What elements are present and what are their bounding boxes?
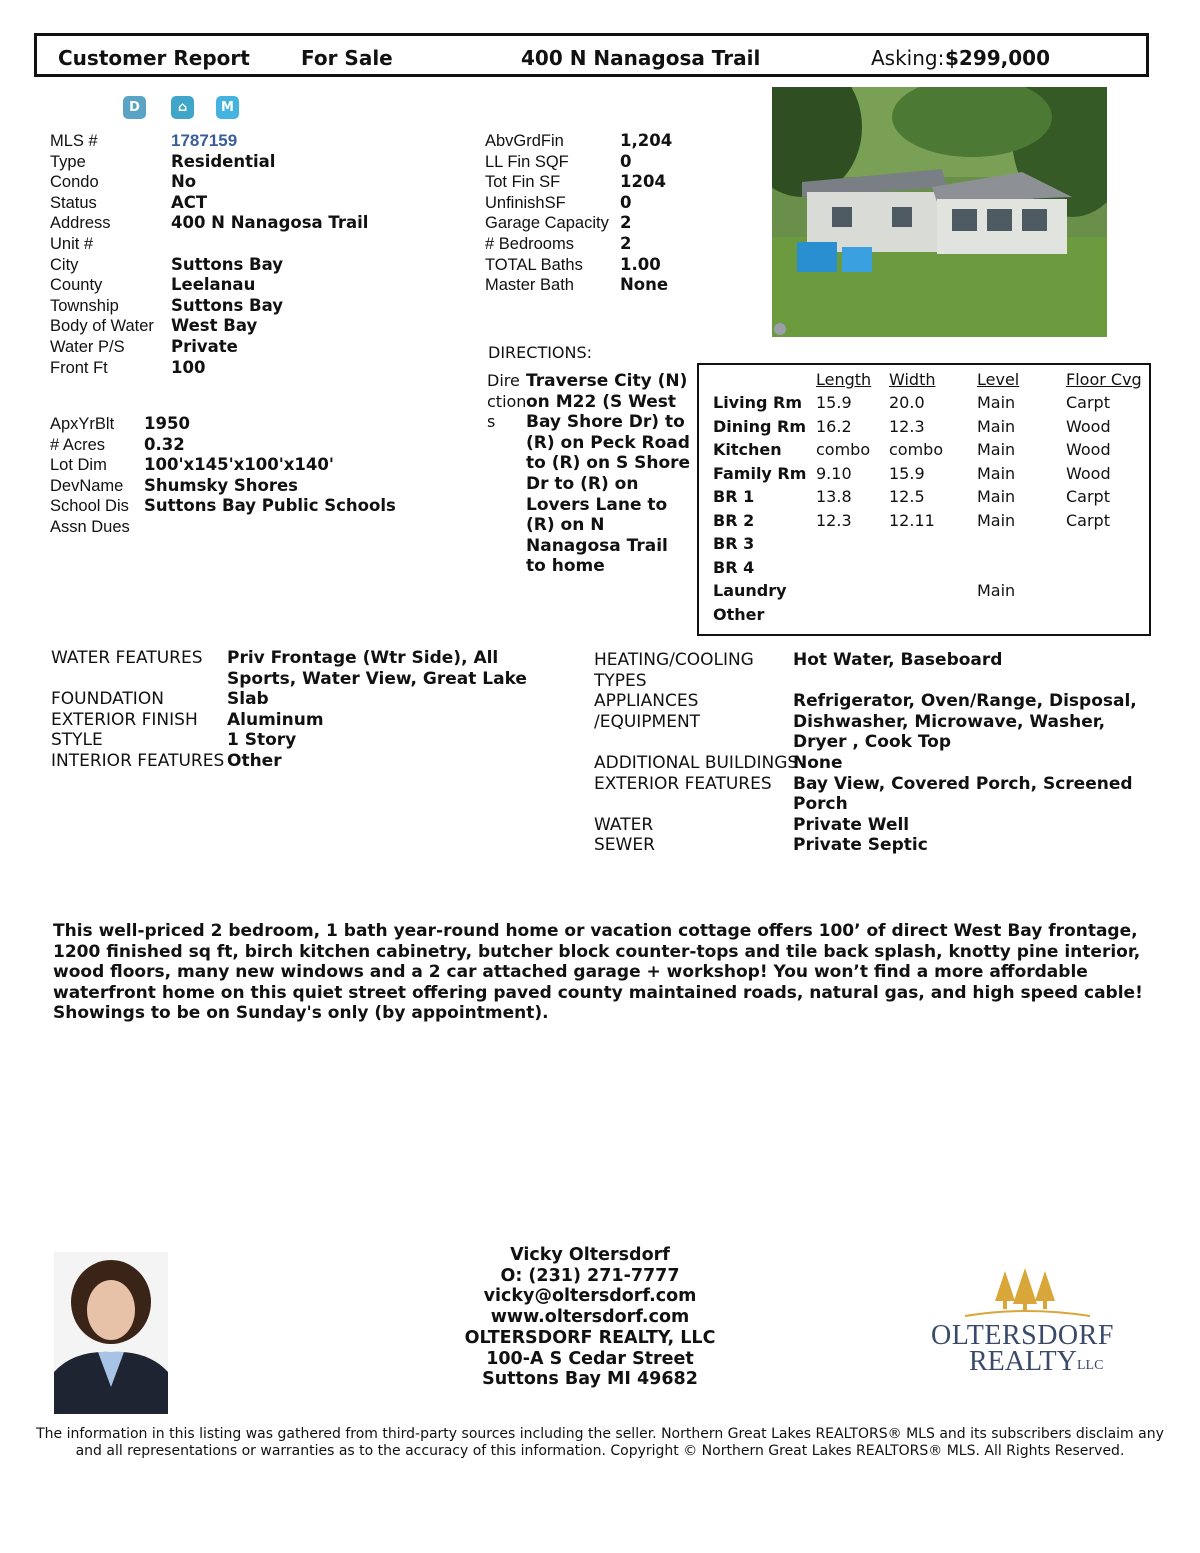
document-icon[interactable]: D (123, 96, 146, 119)
disclaimer: The information in this listing was gathered from third-party sources including the seller. Northern Great Lakes REALTORS® MLS and its subscribers disclaim any and all representations or warranties as to the accuracy of this information. Copyright © Northern Great Lakes REALTORS® MLS. All Rights Reserved. (36, 1426, 1164, 1459)
agent-city: Suttons Bay MI 49682 (482, 1369, 698, 1390)
features-left (51, 648, 556, 772)
directions-label: Directions (487, 371, 527, 432)
feature-row: STYLE 1 Story (51, 730, 297, 751)
size-row: AbvGrdFin 1,204 (485, 131, 673, 150)
lot-row: DevName Shumsky Shores (50, 475, 298, 495)
feature-row: FOUNDATION Slab (51, 689, 269, 710)
size-row: Master Bath None (485, 275, 669, 295)
logo-suffix: LLC (1077, 1358, 1104, 1373)
lot-row: Assn Dues (50, 517, 130, 536)
report-type: Customer Report (58, 46, 250, 70)
listing-row: Front Ft 100 (50, 357, 206, 377)
size-info (485, 131, 672, 296)
listing-status: For Sale (301, 46, 393, 70)
lot-info (50, 414, 396, 538)
width-header: Width (889, 370, 936, 389)
mls-number-link[interactable]: 1787159 (171, 131, 238, 150)
company-logo (925, 1266, 1130, 1381)
agent-contact (400, 1245, 780, 1390)
feature-row: APPLIANCES /EQUIPMENT Refrigerator, Oven/Range, Disposal, Dishwasher, Microwave, Washer, Dryer , Cook Top (594, 691, 1137, 753)
agent-email[interactable]: vicky@oltersdorf.com (483, 1286, 697, 1307)
agent-name: Vicky Oltersdorf (510, 1245, 670, 1265)
floor-header: Floor Cvg (1066, 370, 1142, 389)
asking-label: Asking: (871, 46, 945, 70)
lot-row: ApxYrBlt 1950 (50, 414, 190, 433)
size-row: TOTAL Baths 1.00 (485, 254, 661, 274)
rooms-table: Length Width Level Floor Cvg Living Rm 15.9 20.0 Main Carpt Dining Rm 16.2 12.3 Main Wood Kitchen combo combo Main Wood Family Rm 9.10 15.9 Main Wood BR 1 13.8 12.5 Main Carpt BR 2 12.3 12.11 Main Carpt BR 3 BR 4 Laundry Main Other (697, 363, 1151, 636)
property-photo[interactable] (772, 87, 1107, 337)
listing-row: Unit # (50, 234, 94, 253)
logo-line2: REALTY (969, 1346, 1077, 1377)
feature-row: WATER FEATURES Priv Frontage (Wtr Side), All Sports, Water View, Great Lake (51, 648, 527, 689)
agent-company: OLTERSDORF REALTY, LLC (464, 1327, 716, 1348)
asking-price: $299,000 (945, 46, 1051, 70)
home-icon[interactable]: ⌂ (171, 96, 194, 119)
lot-row: # Acres 0.32 (50, 434, 185, 454)
length-header: Length (816, 370, 872, 389)
public-remarks: This well-priced 2 bedroom, 1 bath year-round home or vacation cottage offers 100’ of direct West Bay frontage, 1200 finished sq ft, birch kitchen cabinetry, butcher block counter-tops and tile back splash, knotty pine interior, wood floors, many new windows and a 2 car attached garage + workshop! You won’t find a more affordable waterfront home on this quiet street offering paved county maintained roads, natural gas, and high speed cable! Showings to be on Sunday's only (by appointment). (53, 921, 1143, 1024)
size-row: # Bedrooms 2 (485, 233, 632, 253)
listing-row: Condo No (50, 172, 197, 192)
map-icon[interactable]: M (216, 96, 239, 119)
feature-row: EXTERIOR FEATURES Bay View, Covered Porch, Screened Porch (594, 773, 1133, 815)
features-right (594, 650, 1154, 856)
level-header: Level (977, 370, 1020, 389)
size-row: Garage Capacity 2 (485, 213, 632, 233)
listing-info (50, 131, 368, 378)
lot-row: Lot Dim 100'x145'x100'x140' (50, 455, 334, 475)
directions-text: Traverse City (N) on M22 (S West Bay Shore Dr) to (R) on Peck Road to (R) on S Shore Dr to (R) on Lovers Lane to (R) on N Nanagosa Trail to home (526, 371, 691, 577)
tree-icon (965, 1268, 1090, 1316)
feature-row: INTERIOR FEATURES Other (51, 750, 282, 771)
listing-row: Type Residential (50, 151, 276, 171)
feature-row: EXTERIOR FINISH Aluminum (51, 709, 324, 730)
feature-row: SEWER Private Septic (594, 835, 928, 856)
agent-photo (54, 1252, 168, 1414)
agent-phone[interactable]: O: (231) 271-7777 (500, 1265, 680, 1286)
size-row: UnfinishSF 0 (485, 192, 632, 212)
feature-row: ADDITIONAL BUILDINGS None (594, 752, 843, 773)
feature-row: HEATING/COOLING TYPES Hot Water, Baseboard (594, 650, 1003, 691)
listing-row: Status ACT (50, 192, 208, 212)
agent-website[interactable]: www.oltersdorf.com (490, 1307, 690, 1328)
size-row: LL Fin SQF 0 (485, 151, 632, 171)
header-address: 400 N Nanagosa Trail (521, 46, 761, 70)
listing-row: Body of Water West Bay (50, 316, 258, 336)
listing-row: Township Suttons Bay (50, 295, 284, 315)
listing-row: Water P/S Private (50, 336, 238, 356)
listing-row: County Leelanau (50, 275, 256, 295)
lot-row: School Dis Suttons Bay Public Schools (50, 496, 396, 516)
agent-street: 100-A S Cedar Street (486, 1348, 694, 1369)
directions-title: DIRECTIONS: (488, 343, 593, 362)
size-row: Tot Fin SF 1204 (485, 172, 666, 192)
report-header (34, 33, 1149, 77)
listing-row: Address 400 N Nanagosa Trail (50, 213, 369, 233)
listing-row: MLS # 1787159 (50, 131, 238, 150)
logo-line1: OLTERSDORF (931, 1320, 1114, 1351)
listing-row: City Suttons Bay (50, 254, 284, 274)
feature-row: WATER Private Well (594, 814, 910, 835)
